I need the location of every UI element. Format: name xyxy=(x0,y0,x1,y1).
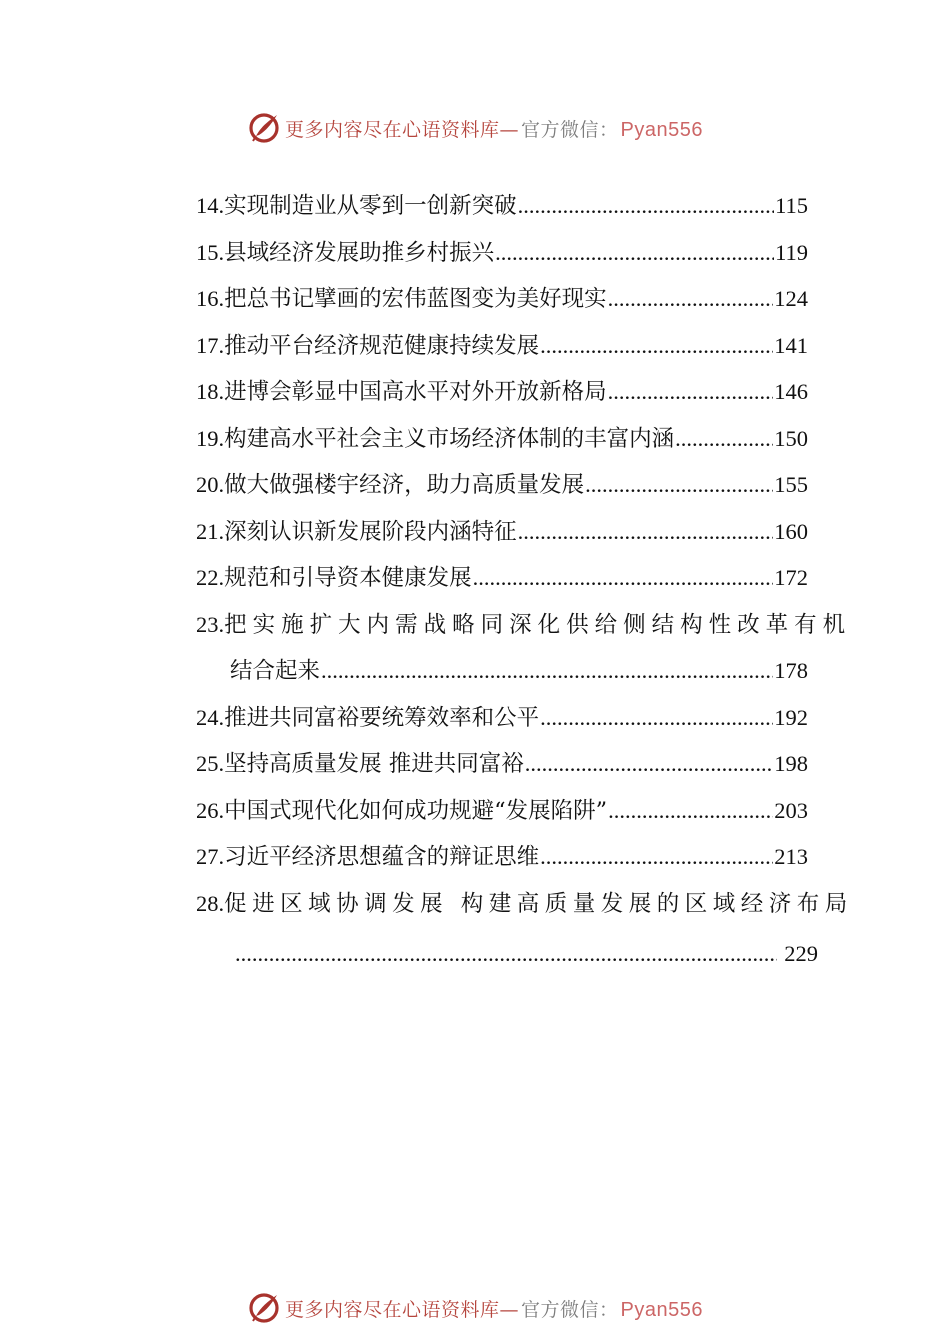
toc-entry-continuation[interactable] xyxy=(196,931,818,978)
toc-number: 18. xyxy=(196,379,225,404)
toc-number: 23. xyxy=(196,611,225,637)
toc-number: 22. xyxy=(196,565,225,590)
toc-leader xyxy=(675,416,773,463)
toc-page: 155 xyxy=(774,472,808,497)
toc-title: 习近平经济思想蕴含的辩证思维 xyxy=(224,844,540,870)
toc-number: 27. xyxy=(196,844,225,869)
toc-page: 172 xyxy=(774,565,808,590)
toc-number: 19. xyxy=(196,425,225,451)
toc-entry[interactable] xyxy=(196,323,808,370)
toc-title: 中国式现代化如何成功规避“发展陷阱” xyxy=(224,797,608,824)
toc-title: 把总书记擘画的宏伟蓝图变为美好现实 xyxy=(224,286,607,312)
toc-leader xyxy=(540,695,773,742)
toc-number: 28. xyxy=(196,890,225,916)
toc-page: 198 xyxy=(774,751,808,776)
banner-text: 更多内容尽在心语资料库— 官方微信： Pyan556 xyxy=(285,118,703,141)
toc-page: 160 xyxy=(774,518,808,544)
toc-title: 县域经济发展助推乡村振兴 xyxy=(224,239,495,266)
toc-entry[interactable] xyxy=(196,276,808,323)
toc-leader xyxy=(495,230,774,277)
toc-title: 构建高水平社会主义市场经济体制的丰富内涵 xyxy=(224,425,675,452)
toc-entry[interactable] xyxy=(196,695,808,742)
quill-logo-icon xyxy=(247,1291,281,1325)
toc-leader xyxy=(473,555,774,602)
toc-leader xyxy=(518,509,774,556)
toc-page: 213 xyxy=(774,844,808,869)
toc-entry[interactable] xyxy=(196,834,808,881)
toc-page: 124 xyxy=(774,286,808,311)
toc-entry[interactable] xyxy=(196,183,808,230)
toc-number: 25. xyxy=(196,751,225,776)
toc-page: 146 xyxy=(774,379,808,404)
toc-number: 26. xyxy=(196,797,225,823)
toc-page: 119 xyxy=(775,239,808,265)
toc-number: 17. xyxy=(196,332,225,358)
toc-entry-continuation[interactable] xyxy=(196,648,808,695)
toc-entry[interactable] xyxy=(196,788,808,835)
toc-page: 178 xyxy=(774,658,808,683)
banner-text: 更多内容尽在心语资料库— 官方微信： Pyan556 xyxy=(285,1298,703,1321)
toc-title: 规范和引导资本健康发展 xyxy=(224,565,472,591)
toc-entry[interactable] xyxy=(196,602,852,649)
toc-number: 15. xyxy=(196,239,225,265)
toc-leader xyxy=(608,276,774,323)
toc-entry[interactable] xyxy=(196,416,808,463)
toc-title: 实现制造业从零到一创新突破 xyxy=(224,193,517,219)
toc-title: 促进区域协调发展 构建高质量发展的区域经济布局 xyxy=(224,890,853,917)
toc-leader xyxy=(608,369,774,416)
toc-title: 进博会彰显中国高水平对外开放新格局 xyxy=(224,379,607,405)
toc-page: 229 xyxy=(784,940,818,966)
toc-leader xyxy=(321,648,773,695)
toc-page: 150 xyxy=(774,425,808,451)
toc-entry[interactable] xyxy=(196,555,808,602)
toc-number: 24. xyxy=(196,704,225,730)
toc-leader xyxy=(540,834,773,881)
toc-leader xyxy=(585,462,773,509)
toc-title: 坚持高质量发展 推进共同富裕 xyxy=(224,751,524,777)
header-banner xyxy=(0,108,950,148)
toc-number: 16. xyxy=(196,286,225,311)
toc-title-continued: 结合起来 xyxy=(230,658,321,684)
toc-page: 141 xyxy=(774,332,808,358)
toc-leader xyxy=(235,931,777,978)
table-of-contents xyxy=(196,183,853,977)
toc-title: 推进共同富裕要统筹效率和公平 xyxy=(224,704,540,731)
toc-number: 20. xyxy=(196,472,225,497)
toc-entry[interactable] xyxy=(196,509,808,556)
toc-number: 21. xyxy=(196,518,225,544)
toc-entry[interactable] xyxy=(196,881,853,931)
toc-leader xyxy=(518,183,774,230)
quill-logo-icon xyxy=(247,111,281,145)
footer-banner xyxy=(0,1288,950,1328)
toc-title: 把实施扩大内需战略同深化供给侧结构性改革有机 xyxy=(224,611,852,638)
toc-page: 203 xyxy=(774,797,808,823)
toc-entry[interactable] xyxy=(196,741,808,788)
toc-number: 14. xyxy=(196,193,225,218)
toc-leader xyxy=(608,788,773,835)
toc-leader xyxy=(540,323,773,370)
toc-entry[interactable] xyxy=(196,462,808,509)
toc-title: 深刻认识新发展阶段内涵特征 xyxy=(224,518,517,545)
toc-title: 做大做强楼宇经济，助力高质量发展 xyxy=(224,472,585,498)
toc-page: 115 xyxy=(775,193,808,218)
toc-entry[interactable] xyxy=(196,230,808,277)
toc-page: 192 xyxy=(774,704,808,730)
toc-leader xyxy=(525,741,773,788)
toc-title: 推动平台经济规范健康持续发展 xyxy=(224,332,540,359)
toc-entry[interactable] xyxy=(196,369,808,416)
